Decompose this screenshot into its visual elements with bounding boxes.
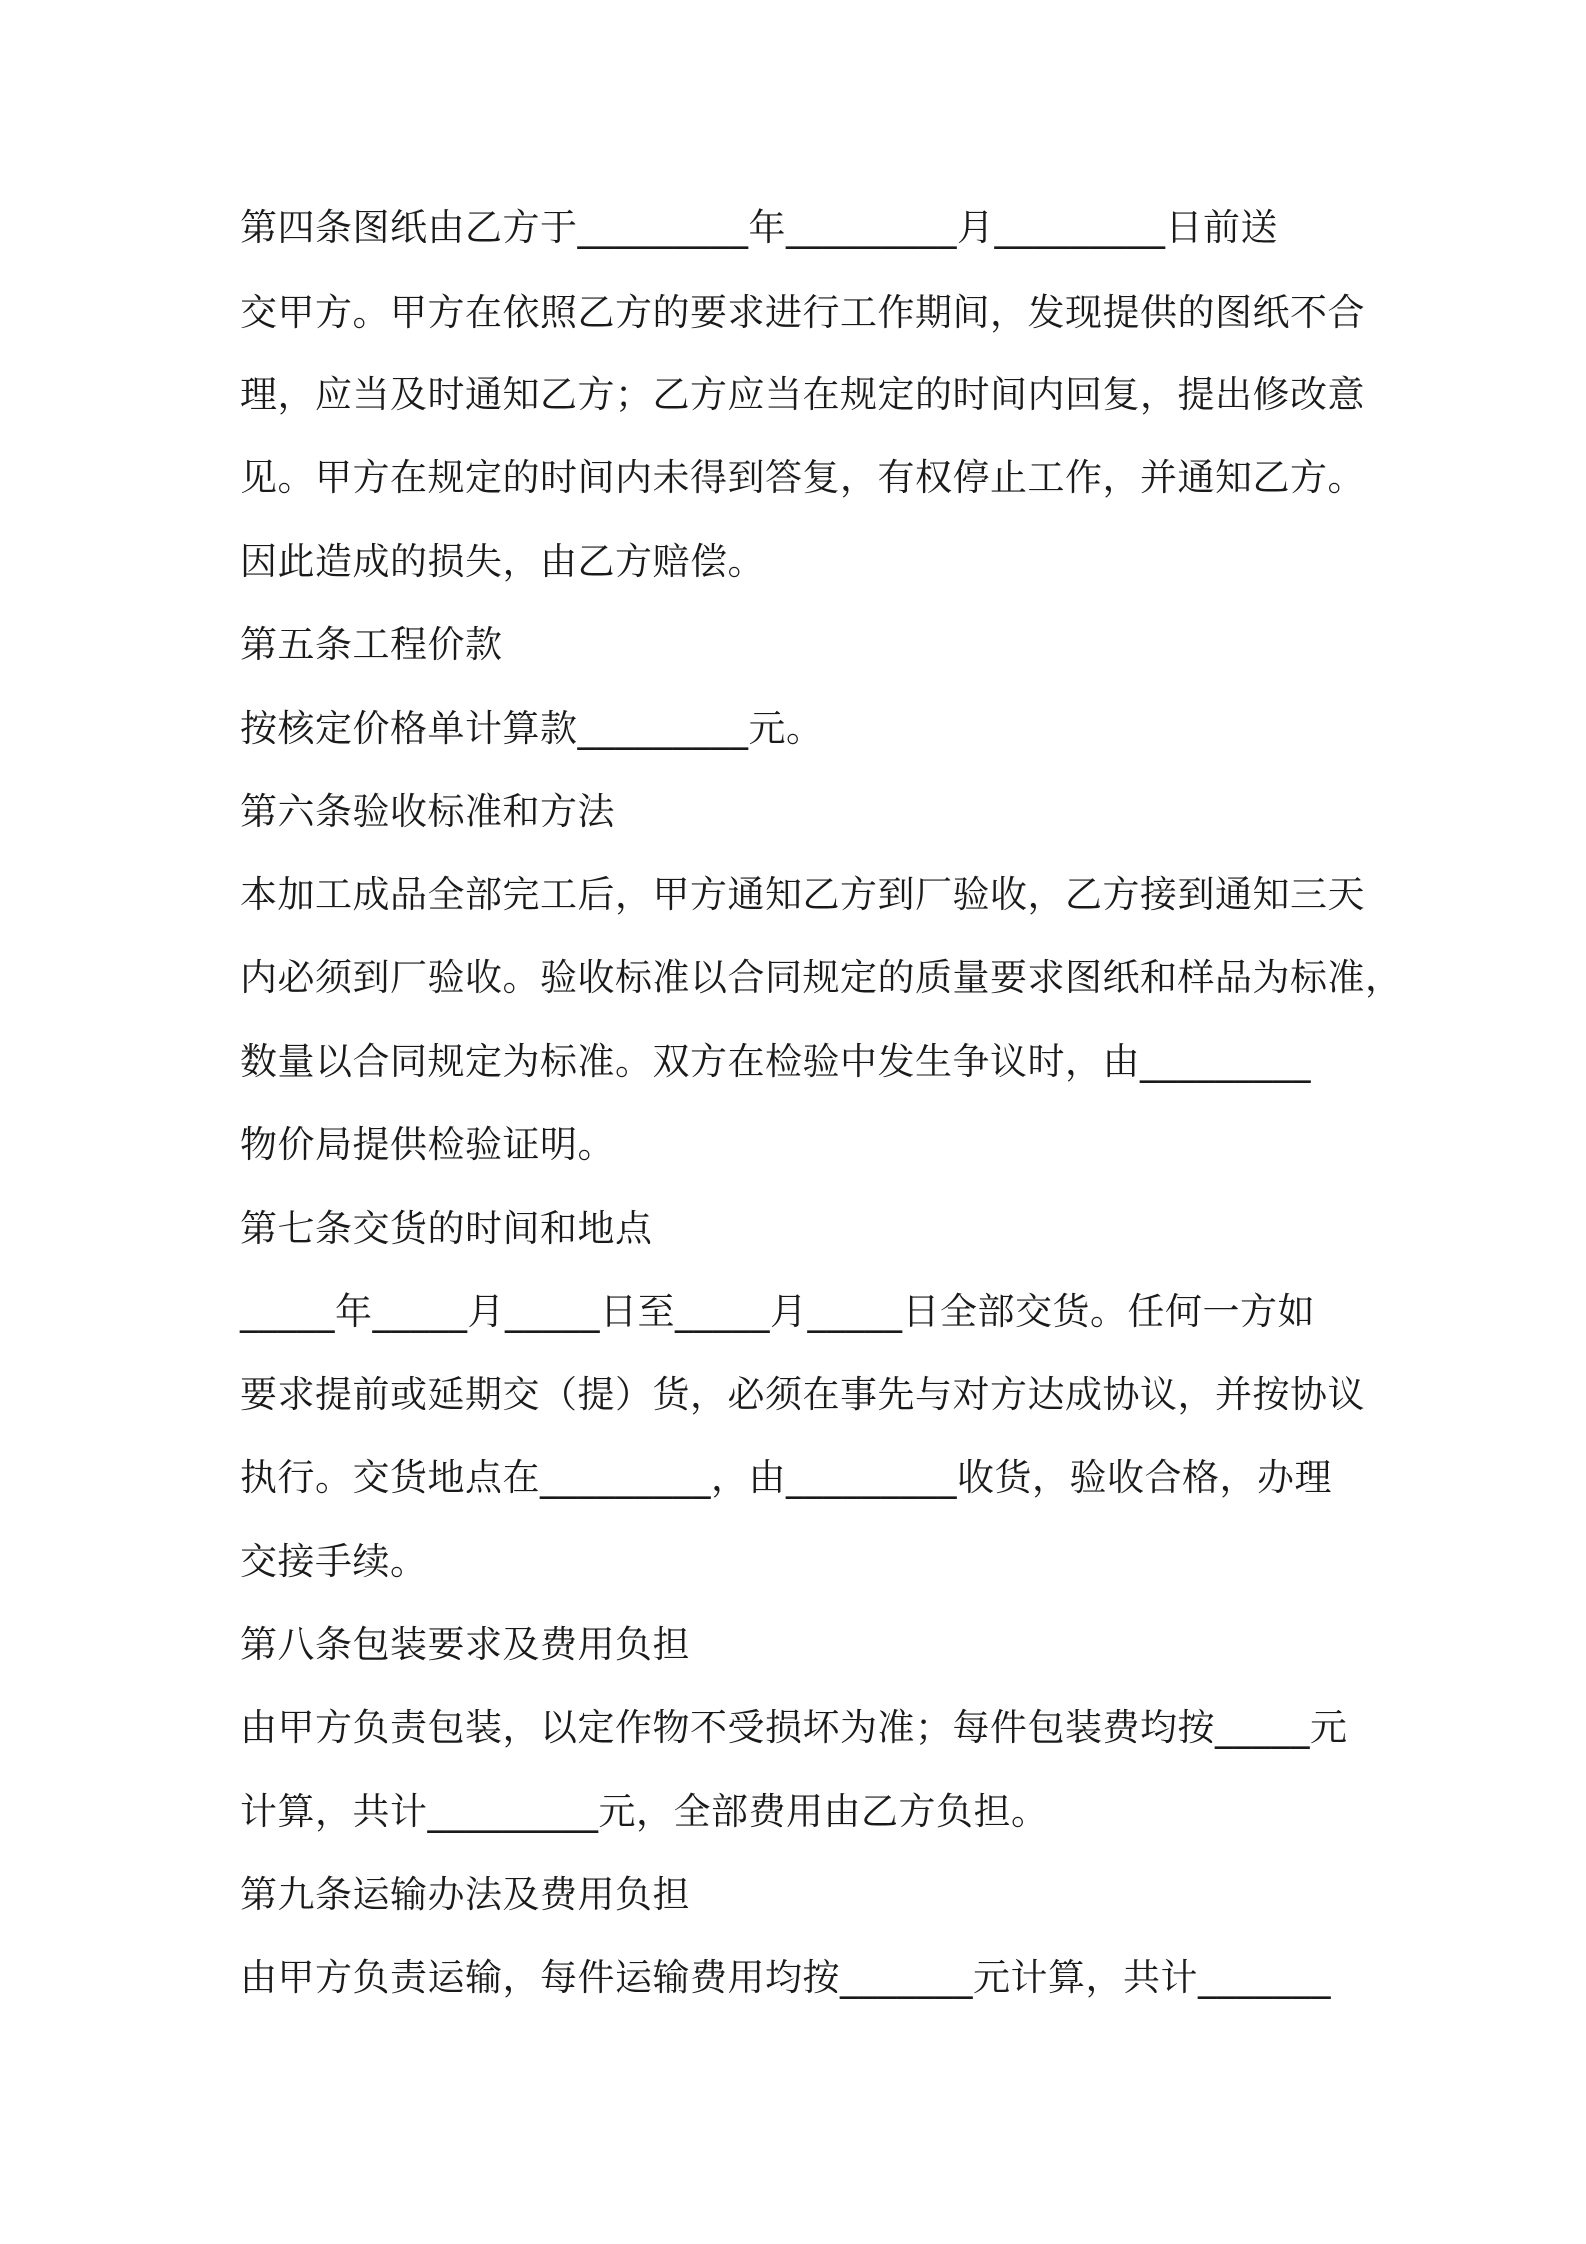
section-heading: 第七条交货的时间和地点 (240, 1207, 653, 1250)
section-heading: 第五条工程价款 (240, 623, 503, 666)
text-line: 理，应当及时通知乙方；乙方应当在规定的时间内回复，提出修改意 (240, 373, 1365, 416)
text-line: 数量以合同规定为标准。双方在检验中发生争议时，由_________ (240, 1040, 1311, 1083)
text-line: 执行。交货地点在_________，由_________收货，验收合格，办理 (240, 1456, 1332, 1499)
section-heading: 第九条运输办法及费用负担 (240, 1873, 690, 1916)
text-line: 计算，共计_________元，全部费用由乙方负担。 (240, 1790, 1049, 1833)
text-line: 由甲方负责运输，每件运输费用均按_______元计算，共计_______ (240, 1956, 1331, 1999)
text-line: 由甲方负责包装，以定作物不受损坏为准；每件包装费均按_____元 (240, 1706, 1348, 1749)
text-line: 本加工成品全部完工后，甲方通知乙方到厂验收，乙方接到通知三天 (240, 873, 1365, 916)
section-heading: 第八条包装要求及费用负担 (240, 1623, 690, 1666)
text-line: 因此造成的损失，由乙方赔偿。 (240, 540, 765, 583)
text-line: _____年_____月_____日至_____月_____日全部交货。任何一方如 (240, 1290, 1315, 1333)
section-heading: 第六条验收标准和方法 (240, 790, 615, 833)
text-line: 要求提前或延期交（提）货，必须在事先与对方达成协议，并按协议 (240, 1373, 1365, 1416)
text-line: 物价局提供检验证明。 (240, 1123, 615, 1166)
text-line: 第四条图纸由乙方于_________年_________月_________日前送 (240, 206, 1278, 249)
text-line: 见。甲方在规定的时间内未得到答复，有权停止工作，并通知乙方。 (240, 456, 1365, 499)
text-line: 交甲方。甲方在依照乙方的要求进行工作期间，发现提供的图纸不合 (240, 291, 1365, 334)
text-line: 交接手续。 (240, 1540, 428, 1583)
text-line: 按核定价格单计算款_________元。 (240, 707, 824, 750)
text-line: 内必须到厂验收。验收标准以合同规定的质量要求图纸和样品为标准， (240, 956, 1403, 999)
